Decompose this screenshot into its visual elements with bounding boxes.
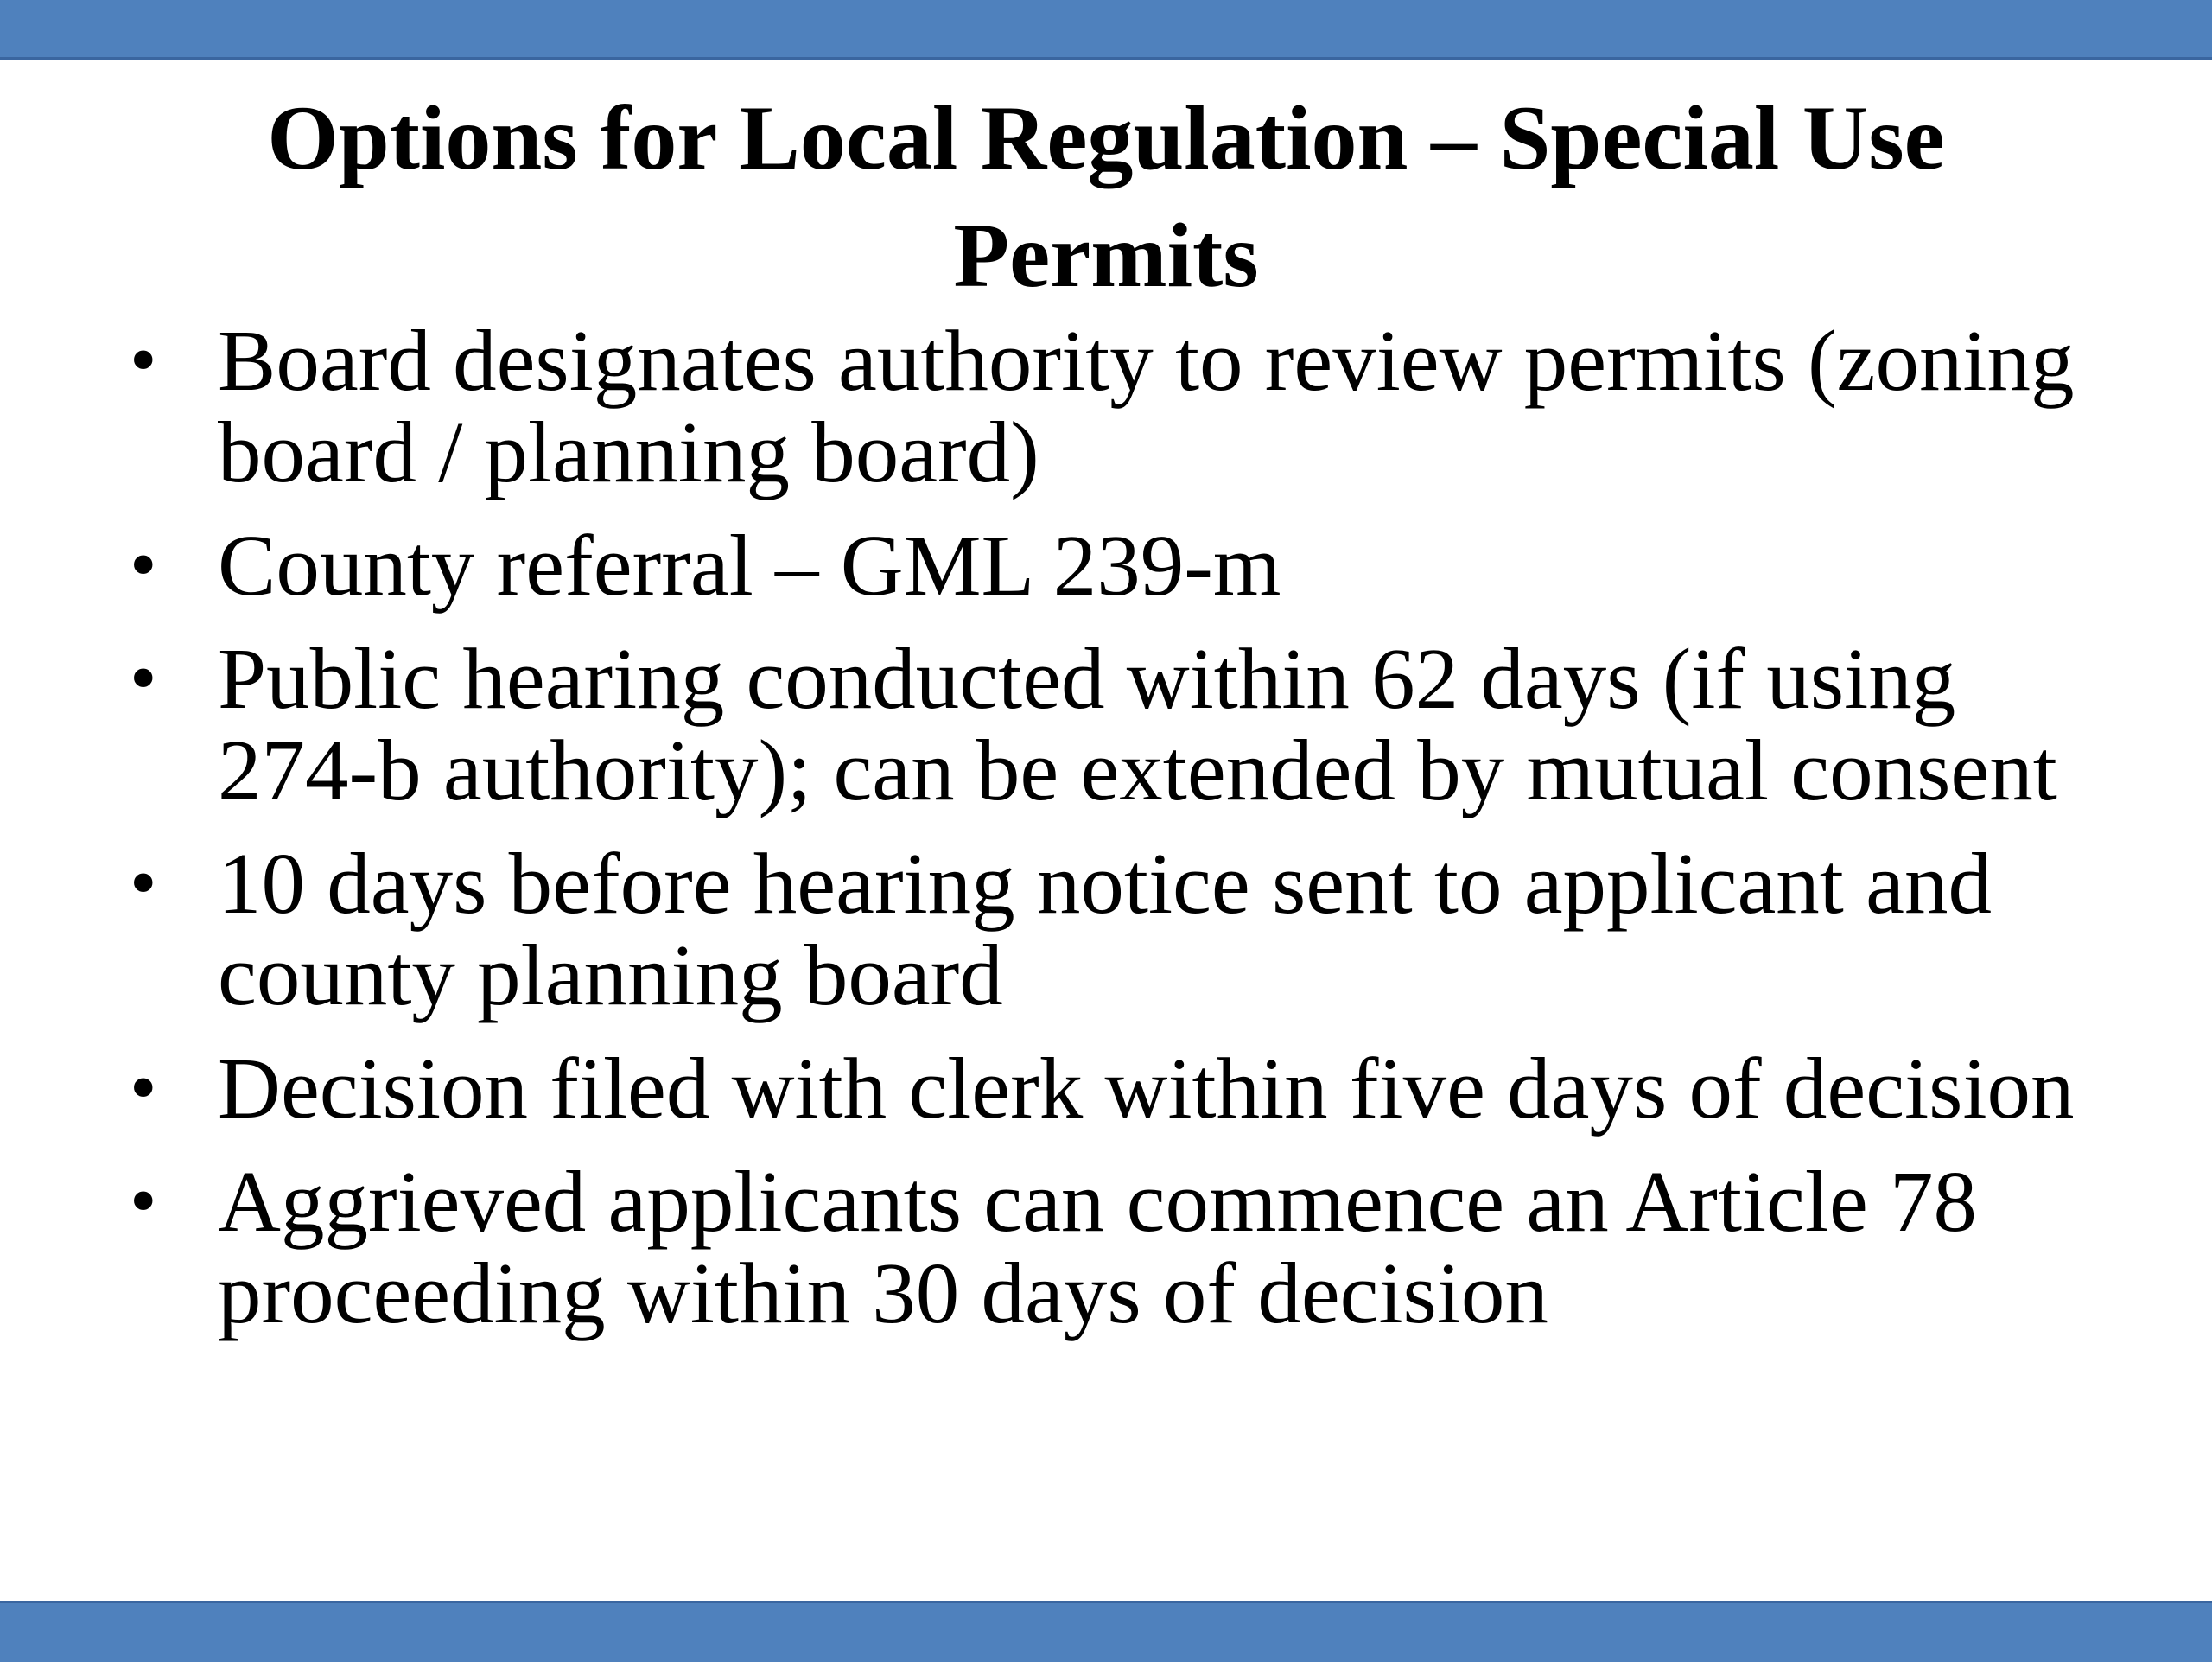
bullet-dot-icon: • bbox=[130, 840, 157, 926]
bullet-text: Decision filed with clerk within five days of decision bbox=[218, 1040, 2075, 1137]
top-accent-band bbox=[0, 0, 2212, 60]
bullet-dot-icon: • bbox=[130, 1158, 157, 1244]
bottom-accent-band bbox=[0, 1601, 2212, 1662]
bullet-list bbox=[130, 312, 2117, 1360]
bullet-dot-icon: • bbox=[130, 1045, 157, 1130]
bullet-dot-icon: • bbox=[130, 635, 157, 721]
bullet-dot-icon: • bbox=[130, 317, 157, 403]
bullet-text: Public hearing conducted within 62 days (if using 274-b authority); can be extended by mutual consent bbox=[218, 630, 2057, 818]
bullet-text: Aggrieved applicants can commence an Article 78 proceeding within 30 days of decision bbox=[218, 1153, 1978, 1341]
bullet-item bbox=[130, 1153, 2117, 1341]
bullet-item bbox=[130, 1040, 2117, 1137]
bullet-item bbox=[130, 312, 2117, 500]
bullet-item bbox=[130, 517, 2117, 614]
slide-title: Options for Local Regulation – Special Use Permits bbox=[267, 87, 1945, 306]
bullet-text: County referral – GML 239-m bbox=[218, 517, 1281, 614]
bullet-text: 10 days before hearing notice sent to applicant and county planning board bbox=[218, 835, 1992, 1023]
bullet-item bbox=[130, 630, 2117, 818]
bullet-item bbox=[130, 837, 2117, 1021]
bullet-text: Board designates authority to review permits (zoning board / planning board) bbox=[218, 312, 2075, 500]
bullet-dot-icon: • bbox=[130, 522, 157, 608]
